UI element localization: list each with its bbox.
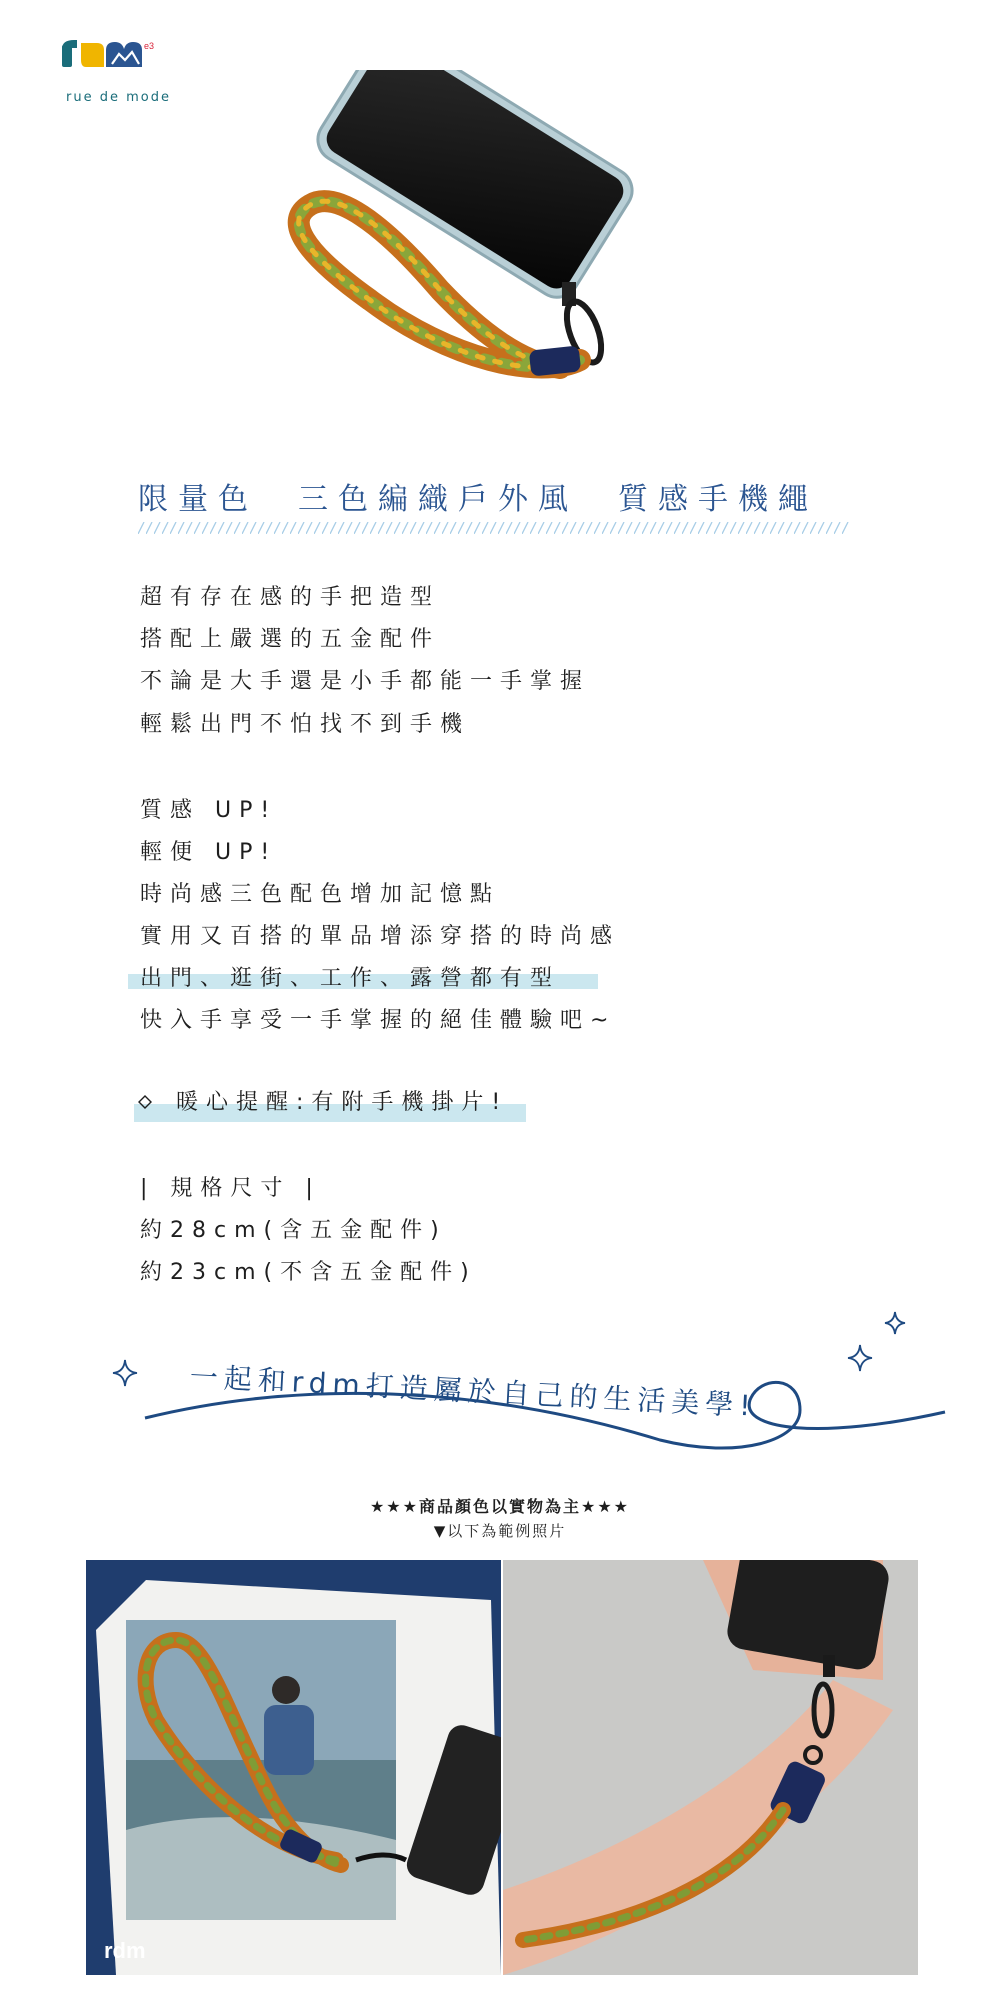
desc-line: 不論是大手還是小手都能一手掌握 — [140, 669, 591, 694]
desc-line: 時尚感三色配色增加記憶點 — [140, 882, 501, 907]
sparkle-icon — [848, 1345, 872, 1371]
example-photo-magazine — [86, 1560, 501, 1975]
example-photo-wrist — [503, 1560, 918, 1975]
color-disclaimer: ★★★商品顏色以實物為主★★★ — [369, 1497, 631, 1516]
diamond-outline-icon — [138, 1095, 152, 1109]
desc-line: 搭配上嚴選的五金配件 — [140, 627, 441, 652]
spec-line: 約23cm(不含五金配件) — [140, 1260, 477, 1285]
desc-line-highlighted: 出門、逛街、工作、露營都有型 — [140, 966, 561, 991]
desc-line: 質感 UP! — [140, 798, 278, 823]
title-hatched-rule — [138, 522, 850, 534]
photo-watermark-logo: rdm — [104, 1938, 146, 1963]
desc-line: 超有存在感的手把造型 — [140, 585, 441, 610]
spec-heading: | 規格尺寸 | — [140, 1176, 321, 1201]
logo-tagline: rue de mode — [66, 90, 171, 105]
reminder-text: 暖心提醒:有附手機掛片! — [176, 1090, 509, 1115]
slogan: 一起和rdm打造屬於自己的生活美學! — [189, 1360, 758, 1423]
logo-superscript: e3 — [144, 41, 155, 51]
hero-product-image — [280, 70, 750, 440]
product-title: 限量色 三色編織戶外風 質感手機繩 — [138, 482, 818, 517]
example-photo-note: ▼以下為範例照片 — [433, 1522, 567, 1540]
spec-line: 約28cm(含五金配件) — [140, 1218, 447, 1243]
sparkle-icon — [113, 1360, 137, 1386]
desc-line: 輕鬆出門不怕找不到手機 — [140, 712, 471, 737]
desc-line: 實用又百搭的單品增添穿搭的時尚感 — [140, 924, 621, 949]
desc-line: 快入手享受一手掌握的絕佳體驗吧~ — [140, 1008, 617, 1033]
desc-line: 輕便 UP! — [140, 840, 278, 865]
sparkle-icon — [885, 1312, 905, 1334]
